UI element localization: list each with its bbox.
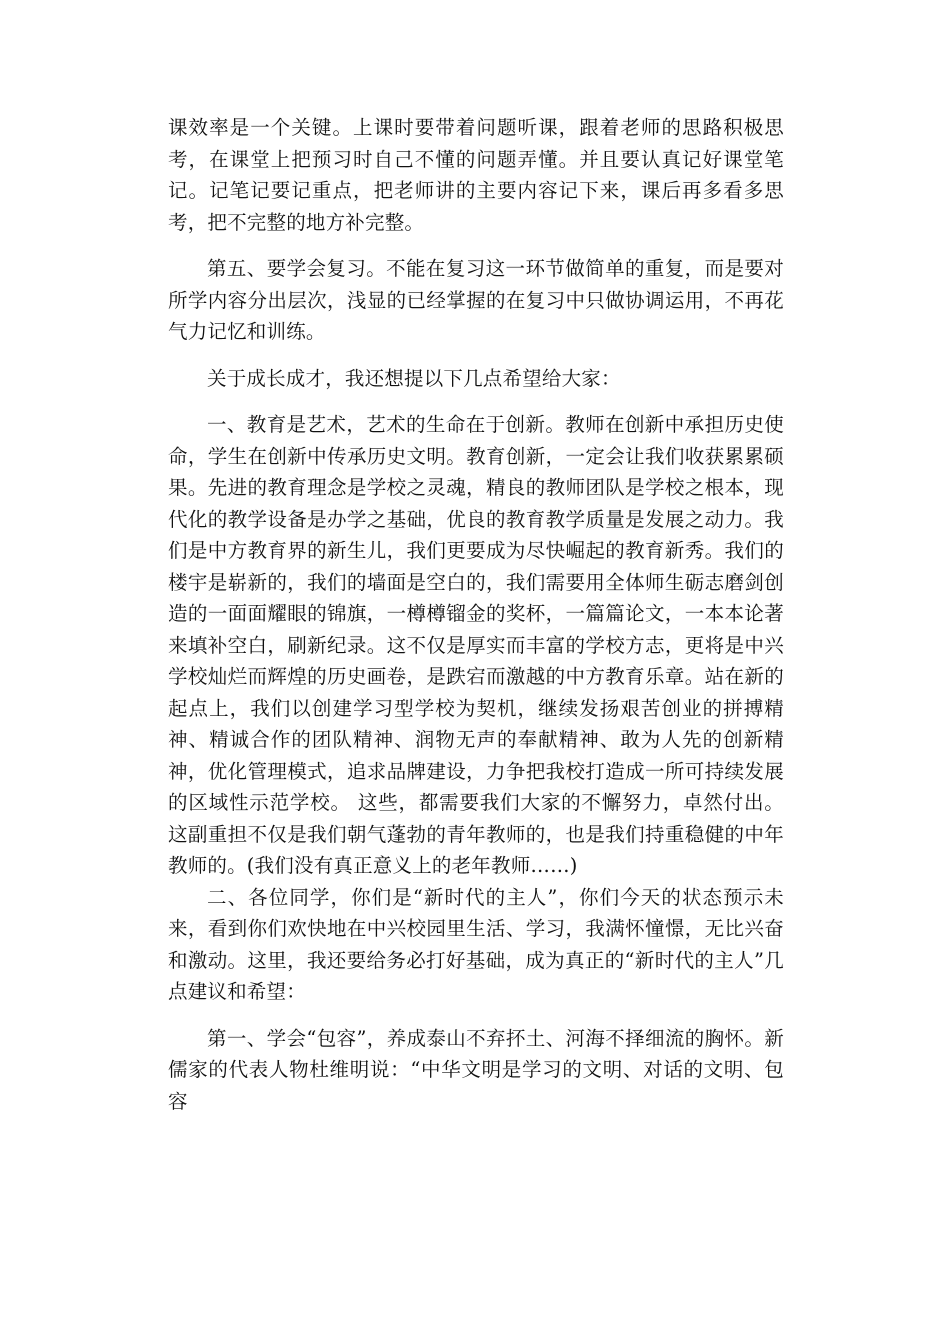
paragraph-growth-intro: 关于成长成才，我还想提以下几点希望给大家： <box>207 366 621 390</box>
paragraph-review: 第五、要学会复习。不能在复习这一环节做简单的重复，而是要对所学内容分出层次，浅显的已经掌握的在复习中只做协调运用，不再花气力记忆和训练。 <box>168 257 784 343</box>
paragraph-class-efficiency: 课效率是一个关键。上课时要带着问题听课，跟着老师的思路积极思考，在课堂上把预习时自己不懂的问题弄懂。并且要认真记好课堂笔记。记笔记要记重点，把老师讲的主要内容记下来，课后再多看多思考，把不完整的地方补完整。 <box>168 116 784 234</box>
document-page <box>168 112 784 1117</box>
paragraph-students: 二、各位同学，你们是“新时代的主人”，你们今天的状态预示未来，看到你们欢快地在中兴校园里生活、学习，我满怀憧憬，无比兴奋和激动。这里，我还要给务必打好基础，成为真正的“新时代的主人”几点建议和希望： <box>168 885 784 1003</box>
paragraph-tolerance: 第一、学会“包容”，养成泰山不弃抔土、河海不择细流的胸怀。新儒家的代表人物杜维明说：“中华文明是学习的文明、对话的文明、包容 <box>168 1026 784 1113</box>
paragraph-education-art: 一、教育是艺术，艺术的生命在于创新。教师在创新中承担历史使命，学生在创新中传承历史文明。教育创新，一定会让我们收获累累硕果。先进的教育理念是学校之灵魂，精良的教师团队是学校之根本，现代化的教学设备是办学之基础，优良的教育教学质量是发展之动力。我们是中方教育界的新生儿，我们更要成为尽快崛起的教育新秀。我们的楼宇是崭新的，我们的墙面是空白的，我们需要用全体师生砺志磨剑创造的一面面耀眼的锦旗，一樽樽镏金的奖杯，一篇篇论文，一本本论著来填补空白，刷新纪录。这不仅是厚实而丰富的学校方志，更将是中兴学校灿烂而辉煌的历史画卷，是跌宕而激越的中方教育乐章。站在新的起点上，我们以创建学习型学校为契机，继续发扬艰苦创业的拼搏精神、精诚合作的团队精神、润物无声的奉献精神、敢为人先的创新精神，优化管理模式，追求品牌建设，力争把我校打造成一所可持续发展的区域性示范学校。 这些，都需要我们大家的不懈努力，卓然付出。这副重担不仅是我们朝气蓬勃的青年教师的，也是我们持重稳健的中年教师的。(我们没有真正意义上的老年教师……) <box>168 413 784 877</box>
